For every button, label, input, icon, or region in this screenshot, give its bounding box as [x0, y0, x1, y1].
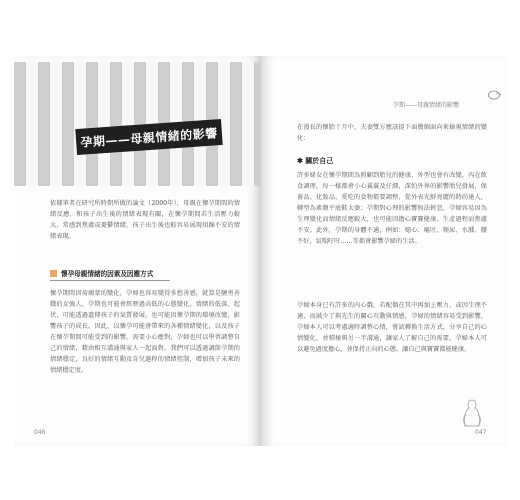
running-head: 孕期——母親情緒的影響	[393, 102, 460, 109]
section-heading	[50, 266, 170, 281]
body-paragraph: 懷孕期間因荷爾蒙的變化，孕婦也容易變得多愁善感，就算是驍勇善戰的女強人，孕期也可能會經歷過高低的心態變化。情緒的低落、起伏，可能透過遺傳孩子的氣質發展，也可能因懷孕期的環境改變，影響孩子的成長。因此，以懷孕可能會帶來的各種情緒變化，以及孩子在懷孕期間可能受到的影響，需要小心應對，孕婦也可以學習調整自己的情緒，藉由相互溝通與家人一起面對。我們可以透過調節孕期的情緒穩定，良好的情緒互動及育兒過程的情緒控制，增加孩子未來的情緒穩定度。	[50, 290, 240, 374]
chapter-title: 孕期——母親情緒的影響	[79, 125, 219, 150]
page-number-left: 046	[34, 429, 46, 436]
left-page	[14, 56, 261, 446]
mother-sketch-illustration	[457, 396, 487, 430]
right-page	[261, 56, 508, 446]
bird-icon	[487, 88, 501, 100]
page-number-right: 047	[475, 429, 487, 436]
right-body-paragraph-1: 許多婦女在懷孕期間為照顧到胎兒的健康，外型也會有改變，內在飲食調理，每一樣都會小心翼翼及仔細，深怕外界的影響胎兒發展，保養品、化妝品、愛吃的食物都要調整，從外表光鮮亮麗的時尚達人，轉型為素顏平底鞋太婆；孕期對心理的影響無法輕忽，孕婦容易因為生理變化而情緒反應較大，也可能因擔心寶寶健康、生產過程而焦慮不安。此外，孕期的身體不適，例如：噁心、嘔吐、頻尿、水腫、腰不好，氣喘吁吁……等都會影響孕婦的生活。	[297, 172, 487, 245]
book-spread	[14, 56, 508, 446]
intro-paragraph: 依據筆者在研究所時期所做的論文（2000年），母親在懷孕期間的情緒反應，和孩子出生後的情緒表現有關，在懷孕期間若生活壓力較大，常感到焦慮或憂鬱情緒，孩子出生後也較容易展現煩躁不安的情緒表現。	[50, 200, 240, 240]
star-heading: ✱ 關於自己	[297, 156, 334, 165]
right-body-paragraph-2: 孕婦本身已有許多的內心戲，若配偶在其中再加上壓力，或因生理不適，而減少了與先生的關心互動與情感，孕婦的情緒容易受到影響，孕婦本人可以考慮適時調整心情，嘗試轉換生活方式，分享自己的心情變化，並積極與另一半溝通，讓家人了解自己的需要，孕婦本人可以避免過度擔心，並保持正向的心態，讓自己與寶寶都能健康。	[297, 302, 487, 353]
bullet-square-icon	[50, 270, 57, 277]
section-heading-text: 懷孕母親情緒的因素及因應方式	[61, 270, 154, 278]
right-intro-paragraph: 在漫長的懷胎十月中，夫妻雙方應該提下面幾個面向來檢視情緒的變化：	[297, 124, 487, 142]
